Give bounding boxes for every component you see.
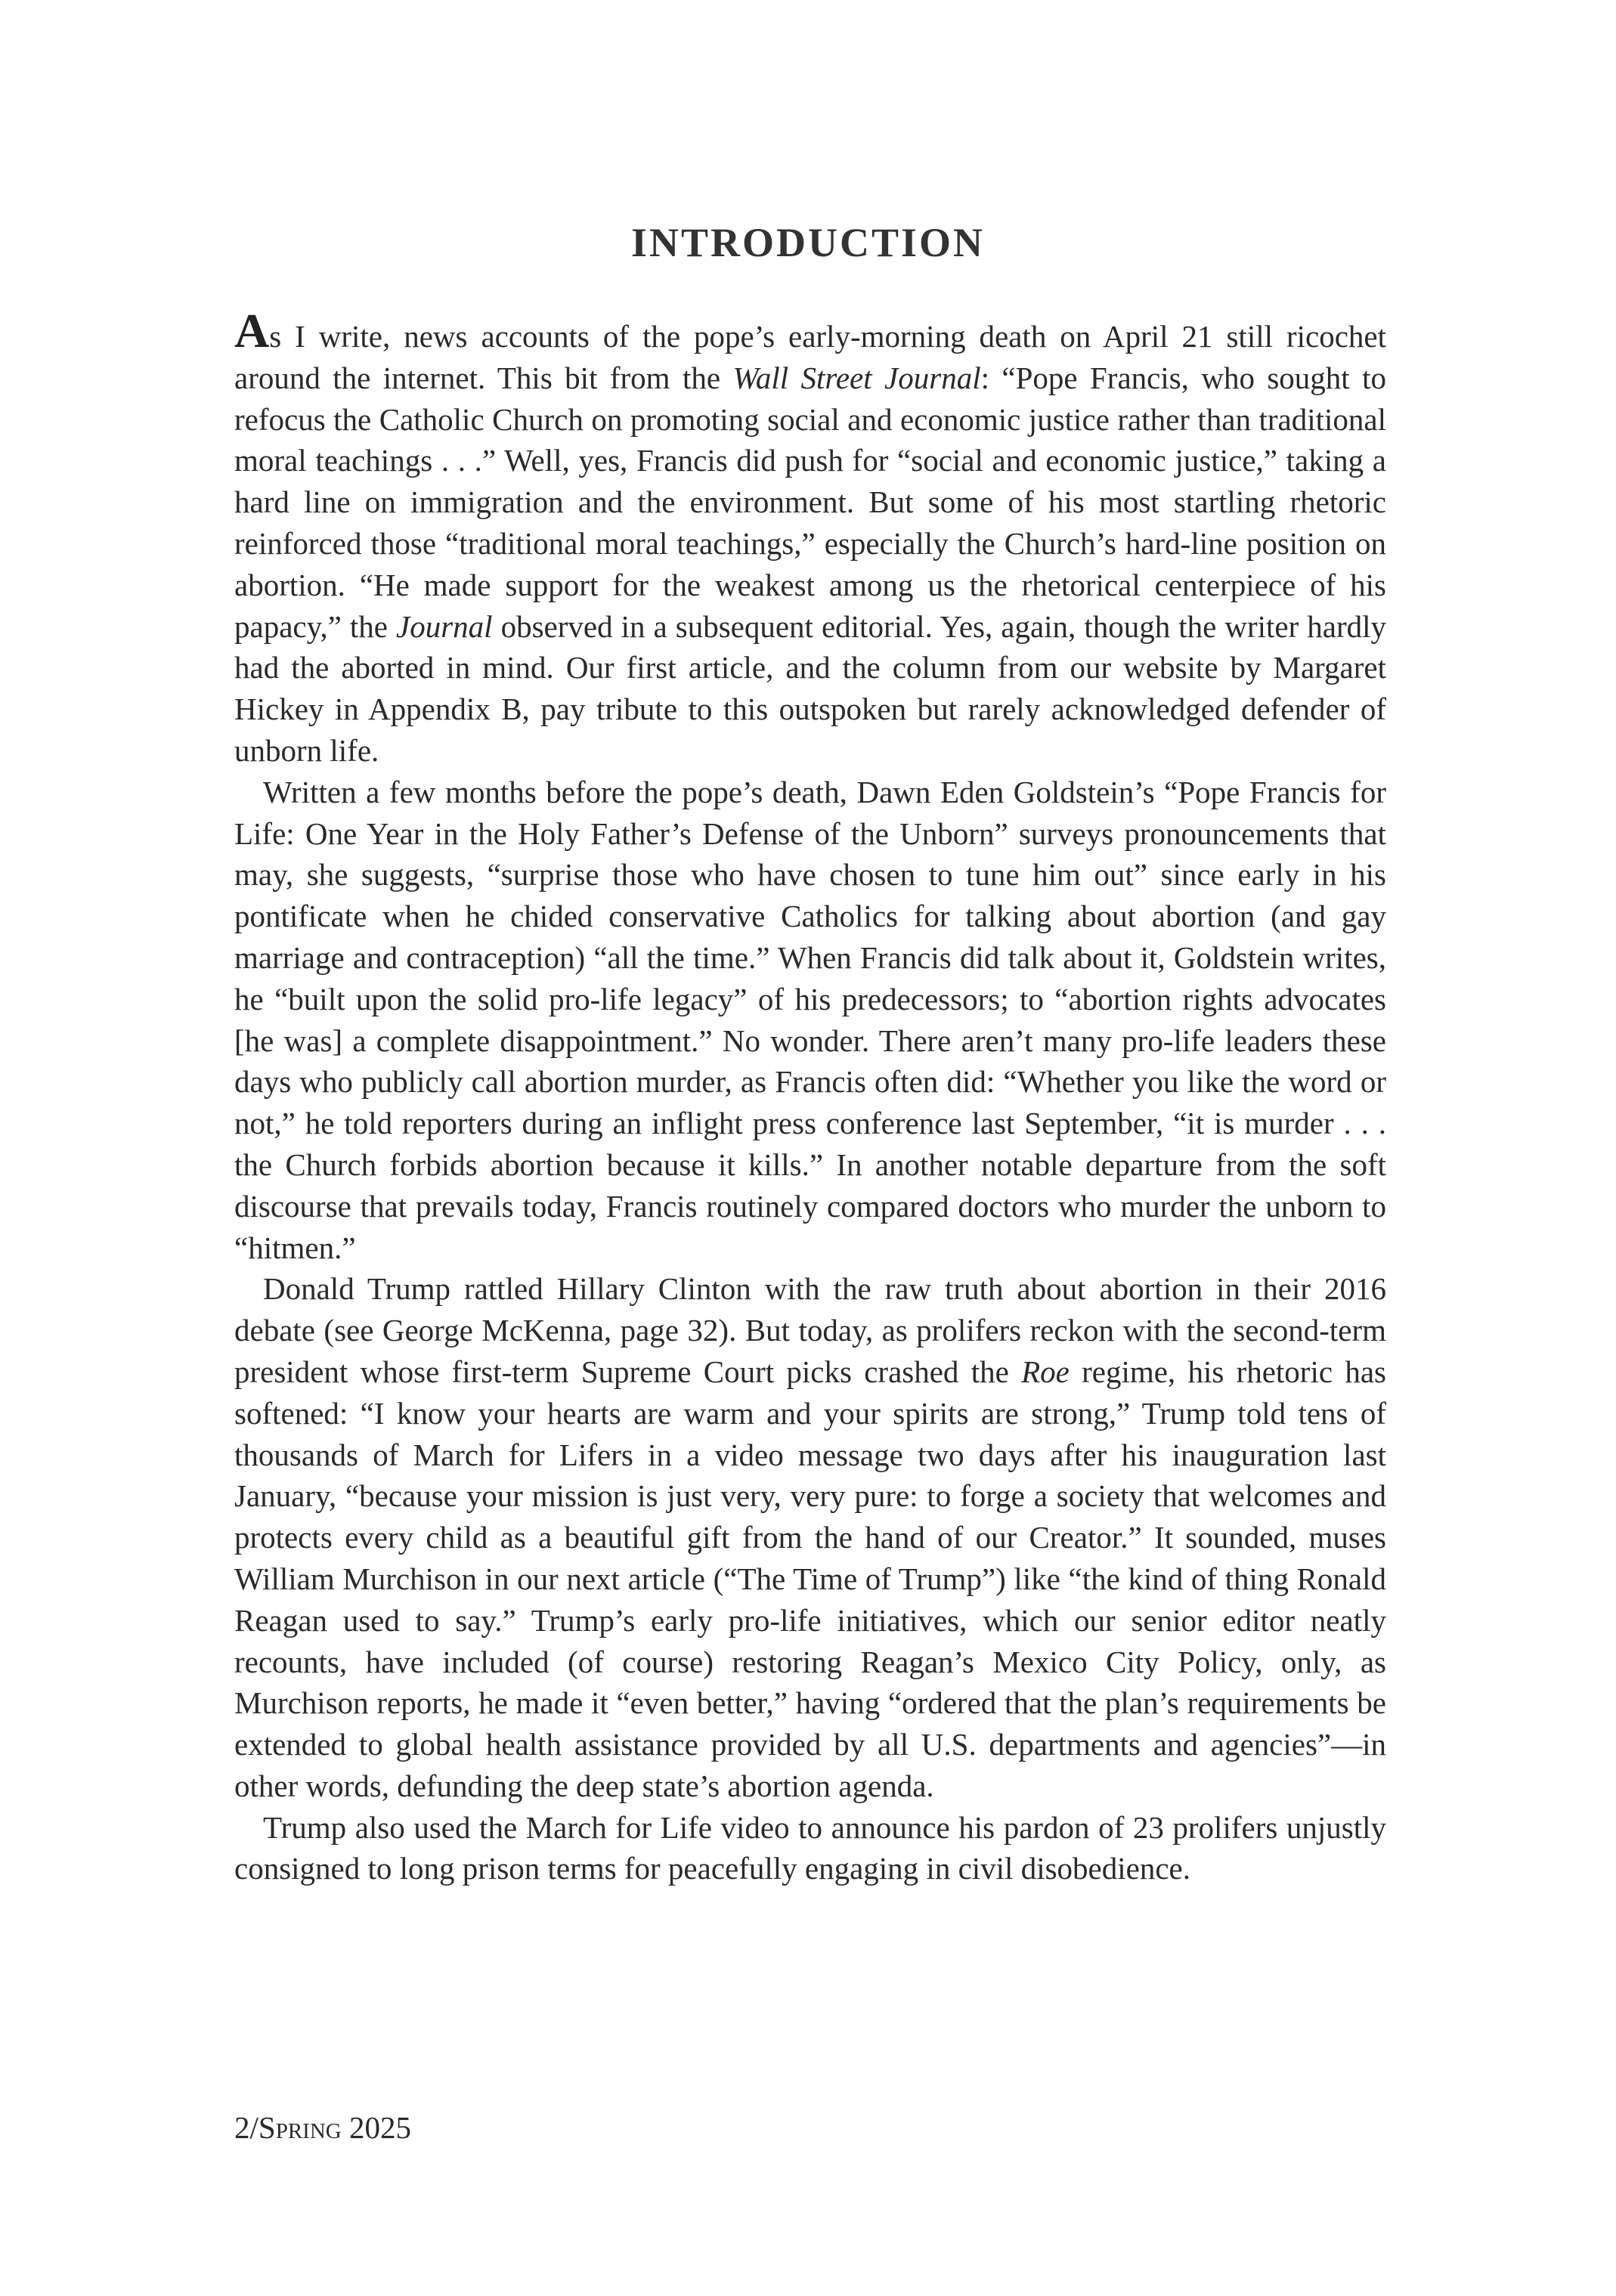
article-body xyxy=(234,304,1386,1889)
publication-title-journal: Journal xyxy=(396,608,493,644)
page-title: INTRODUCTION xyxy=(630,220,986,265)
paragraph-3-text-a: Donald Trump rattled Hillary Clinton with the raw truth about abortion in their 2016 debate (see George McKenna, page 32). But today, as prolifers reckon with the second-term president whose first-term Supreme Court picks crashed the xyxy=(234,1271,1386,1389)
paragraph-2: Written a few months before the pope’s death, Dawn Eden Goldstein’s “Pope Francis for Life: One Year in the Holy Father’s Defense of the Unborn” surveys pronouncements that may, she suggests, “surprise those who have chosen to tune him out” since early in his pontificate when he chided conservative Catholics for talking about abortion (and gay marriage and contraception) “all the time.” When Francis did talk about it, Goldstein writes, he “built upon the solid pro-life legacy” of his predecessors; to “abortion rights advocates [he was] a complete disappointment.” No wonder. There aren’t many pro-life leaders these days who publicly call abortion murder, as Francis often did: “Whether you like the word or not,” he told reporters during an inflight press conference last September, “it is murder . . . the Church forbids abortion because it kills.” In another notable departure from the soft discourse that prevails today, Francis routinely compared doctors who murder the unborn to “hitmen.” xyxy=(234,774,1386,1265)
case-name-roe: Roe xyxy=(1021,1354,1070,1389)
paragraph-1-text-b: : “Pope Francis, who sought to refocus the Catholic Church on promoting social and economic justice rather than traditional moral teachings . . .” Well, yes, Francis did push for “social and economic justice,” taking a hard line on immigration and the environment. But some of his most startling rhetoric reinforced those “traditional moral teachings,” especially the Church’s hard-line position on abortion. “He made support for the weakest among us the rhetorical centerpiece of his papacy,” the xyxy=(234,360,1386,644)
drop-letter: A xyxy=(234,304,270,357)
publication-title-wsj: Wall Street Journal xyxy=(732,360,981,395)
issue-season: Spring xyxy=(258,2110,342,2145)
paragraph-4: Trump also used the March for Life video to announce his pardon of 23 prolifers unjustly consigned to long prison terms for peacefully engaging in civil disobedience. xyxy=(234,1809,1386,1886)
paragraph-3-text-b: regime, his rhetoric has softened: “I know your hearts are warm and your spirits are strong,” Trump told tens of thousands of March for Lifers in a video message two days after his inauguration last January, “because your mission is just very, very pure: to forge a society that welcomes and protects every child as a beautiful gift from the hand of our Creator.” It sounded, muses William Murchison in our next article (“The Time of Trump”) like “the kind of thing Ronald Reagan used to say.” Trump’s early pro-life initiatives, which our senior editor neatly recounts, have included (of course) restoring Reagan’s Mexico City Policy, only, as Murchison reports, he made it “even better,” having “ordered that the plan’s requirements be extended to global health assistance provided by all U.S. departments and agencies”—in other words, defunding the deep state’s abortion agenda. xyxy=(234,1354,1386,1803)
paragraph-3 xyxy=(234,1268,1386,1806)
paragraph-1 xyxy=(234,304,1386,772)
paragraph-1-text-a: s I write, news accounts of the pope’s early-morning death on April 21 still ricochet around the internet. This bit from the xyxy=(234,319,1386,395)
issue-year: 2025 xyxy=(341,2110,411,2145)
page-footer xyxy=(234,2107,411,2148)
page-number: 2/ xyxy=(234,2110,258,2145)
paragraph-1-text-c: observed in a subsequent editorial. Yes, again, though the writer hardly had the aborted in mind. Our first article, and the column from our website by Margaret Hickey in Appendix B, pay tribute to this outspoken but rarely acknowledged defender of unborn life. xyxy=(234,608,1386,768)
